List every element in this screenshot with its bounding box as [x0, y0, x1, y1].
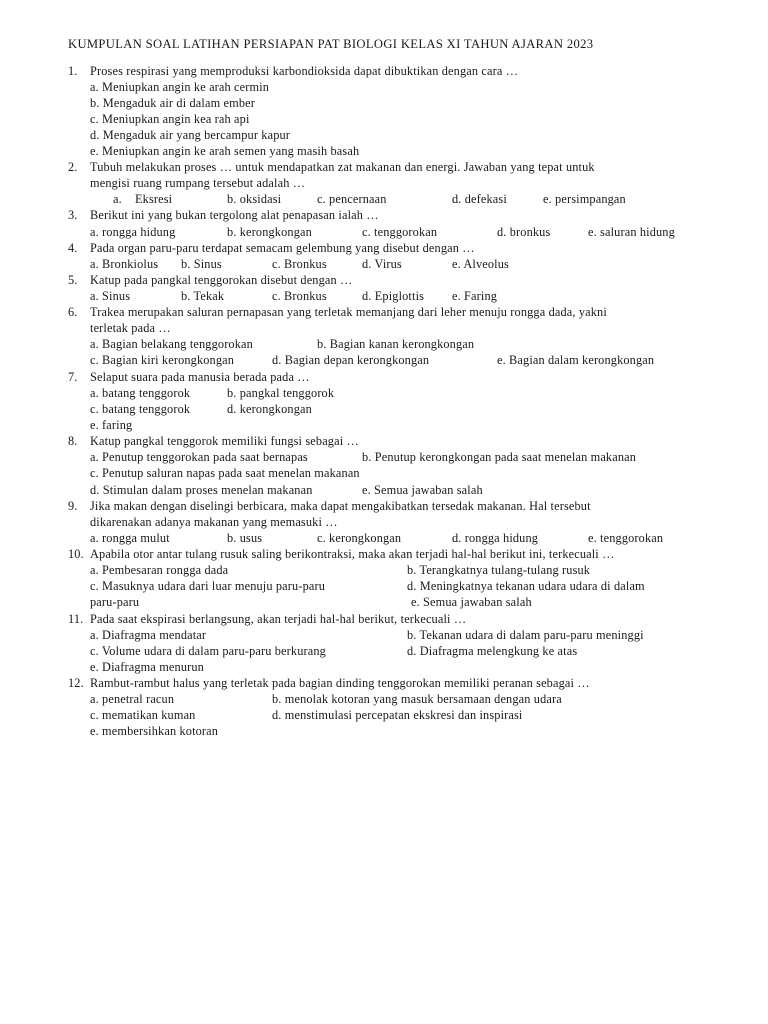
- option: e. Faring: [452, 289, 498, 303]
- option: b. Tekak: [181, 289, 225, 303]
- option: d. Meningkatnya tekanan udara udara di dalam: [407, 579, 645, 593]
- option: c. Meniupkan angin kea rah api: [90, 112, 250, 126]
- option: b. Sinus: [181, 257, 222, 271]
- option: c. tenggorokan: [362, 225, 438, 239]
- option: d. Virus: [362, 257, 402, 271]
- question-stem: Rambut-rambut halus yang terletak pada bagian dinding tenggorokan memiliki peranan sebagai …: [90, 676, 590, 690]
- option: b. usus: [227, 531, 263, 545]
- option: b. kerongkongan: [227, 225, 312, 239]
- question-stem: Selaput suara pada manusia berada pada …: [90, 370, 310, 384]
- option: a.: [113, 192, 122, 206]
- option: c. Bronkus: [272, 289, 327, 303]
- question-stem: Pada organ paru-paru terdapat semacam gelembung yang disebut dengan …: [90, 241, 475, 255]
- option: d. Bagian depan kerongkongan: [272, 353, 430, 367]
- question-stem: terletak pada …: [90, 321, 171, 335]
- question-number: 8.: [68, 434, 78, 448]
- option: e. faring: [90, 418, 133, 432]
- option: e. Semua jawaban salah: [362, 483, 483, 497]
- option: b. oksidasi: [227, 192, 282, 206]
- question-number: 7.: [68, 370, 78, 384]
- option: a. Bagian belakang tenggorokan: [90, 337, 253, 351]
- option: d. Diafragma melengkung ke atas: [407, 644, 578, 658]
- question-number: 5.: [68, 273, 78, 287]
- option: e. Diafragma menurun: [90, 660, 204, 674]
- option: d. Epiglottis: [362, 289, 425, 303]
- option: d. bronkus: [497, 225, 551, 239]
- question-stem: Trakea merupakan saluran pernapasan yang terletak memanjang dari leher menuju rongga dada, yakni: [90, 305, 607, 319]
- question-number: 1.: [68, 64, 78, 78]
- question-number: 6.: [68, 305, 78, 319]
- option: b. Penutup kerongkongan pada saat menelan makanan: [362, 450, 637, 464]
- question-stem: Proses respirasi yang memproduksi karbondioksida dapat dibuktikan dengan cara …: [90, 64, 519, 78]
- question-number: 10.: [68, 547, 84, 561]
- question-stem: Jika makan dengan diselingi berbicara, maka dapat mengakibatkan tersedak makanan. Hal tersebut: [90, 499, 591, 513]
- option: a. Sinus: [90, 289, 131, 303]
- option: a. Meniupkan angin ke arah cermin: [90, 80, 270, 94]
- option: a. rongga hidung: [90, 225, 176, 239]
- option: d. menstimulasi percepatan ekskresi dan inspirasi: [272, 708, 523, 722]
- option: c. kerongkongan: [317, 531, 402, 545]
- question-stem: Katup pada pangkal tenggorokan disebut dengan …: [90, 273, 353, 287]
- option: e. Alveolus: [452, 257, 509, 271]
- option: a. Pembesaran rongga dada: [90, 563, 229, 577]
- option: d. Stimulan dalam proses menelan makanan: [90, 483, 313, 497]
- option: c. Masuknya udara dari luar menuju paru-paru: [90, 579, 326, 593]
- question-number: 9.: [68, 499, 78, 513]
- question-number: 12.: [68, 676, 84, 690]
- option: d. defekasi: [452, 192, 507, 206]
- option: paru-paru: [90, 595, 140, 609]
- option: b. menolak kotoran yang masuk bersamaan dengan udara: [272, 692, 562, 706]
- question-number: 11.: [68, 612, 84, 626]
- option: e. saluran hidung: [588, 225, 675, 239]
- option: e. Bagian dalam kerongkongan: [497, 353, 655, 367]
- question-stem: dikarenakan adanya makanan yang memasuki …: [90, 515, 338, 529]
- question-stem: Berikut ini yang bukan tergolong alat penapasan ialah …: [90, 208, 379, 222]
- option: c. Bronkus: [272, 257, 327, 271]
- question-number: 4.: [68, 241, 78, 255]
- option: a. Diafragma mendatar: [90, 628, 207, 642]
- option: e. membersihkan kotoran: [90, 724, 219, 738]
- option: Eksresi: [135, 192, 173, 206]
- option: b. pangkal tenggorok: [227, 386, 335, 400]
- option: a. Penutup tenggorokan pada saat bernapas: [90, 450, 308, 464]
- option: b. Bagian kanan kerongkongan: [317, 337, 475, 351]
- option: a. Bronkiolus: [90, 257, 159, 271]
- option: b. Tekanan udara di dalam paru-paru meninggi: [407, 628, 644, 642]
- question-stem: Pada saat ekspirasi berlangsung, akan terjadi hal-hal berikut, terkecuali …: [90, 612, 467, 626]
- option: e. Semua jawaban salah: [411, 595, 532, 609]
- option: c. Volume udara di dalam paru-paru berkurang: [90, 644, 326, 658]
- question-stem: mengisi ruang rumpang tersebut adalah …: [90, 176, 306, 190]
- question-stem: Apabila otor antar tulang rusuk saling berikontraksi, maka akan terjadi hal-hal berikut ini, terkecuali …: [90, 547, 615, 561]
- option: b. Mengaduk air di dalam ember: [90, 96, 255, 110]
- question-stem: Katup pangkal tenggorok memiliki fungsi sebagai …: [90, 434, 359, 448]
- option: c. Penutup saluran napas pada saat menelan makanan: [90, 466, 360, 480]
- option: d. kerongkongan: [227, 402, 312, 416]
- question-number: 3.: [68, 208, 78, 222]
- option: c. pencernaan: [317, 192, 387, 206]
- question-number: 2.: [68, 160, 78, 174]
- question-stem: Tubuh melakukan proses … untuk mendapatkan zat makanan dan energi. Jawaban yang tepat untuk: [90, 160, 595, 174]
- option: e. tenggorokan: [588, 531, 664, 545]
- option: e. persimpangan: [543, 192, 626, 206]
- option: a. rongga mulut: [90, 531, 170, 545]
- option: a. penetral racun: [90, 692, 175, 706]
- option: b. Terangkatnya tulang-tulang rusuk: [407, 563, 591, 577]
- page-title: KUMPULAN SOAL LATIHAN PERSIAPAN PAT BIOLOGI KELAS XI TAHUN AJARAN 2023: [68, 37, 594, 51]
- option: d. Mengaduk air yang bercampur kapur: [90, 128, 291, 142]
- option: a. batang tenggorok: [90, 386, 191, 400]
- option: e. Meniupkan angin ke arah semen yang masih basah: [90, 144, 360, 158]
- option: c. Bagian kiri kerongkongan: [90, 353, 235, 367]
- option: c. mematikan kuman: [90, 708, 196, 722]
- option: d. rongga hidung: [452, 531, 539, 545]
- option: c. batang tenggorok: [90, 402, 191, 416]
